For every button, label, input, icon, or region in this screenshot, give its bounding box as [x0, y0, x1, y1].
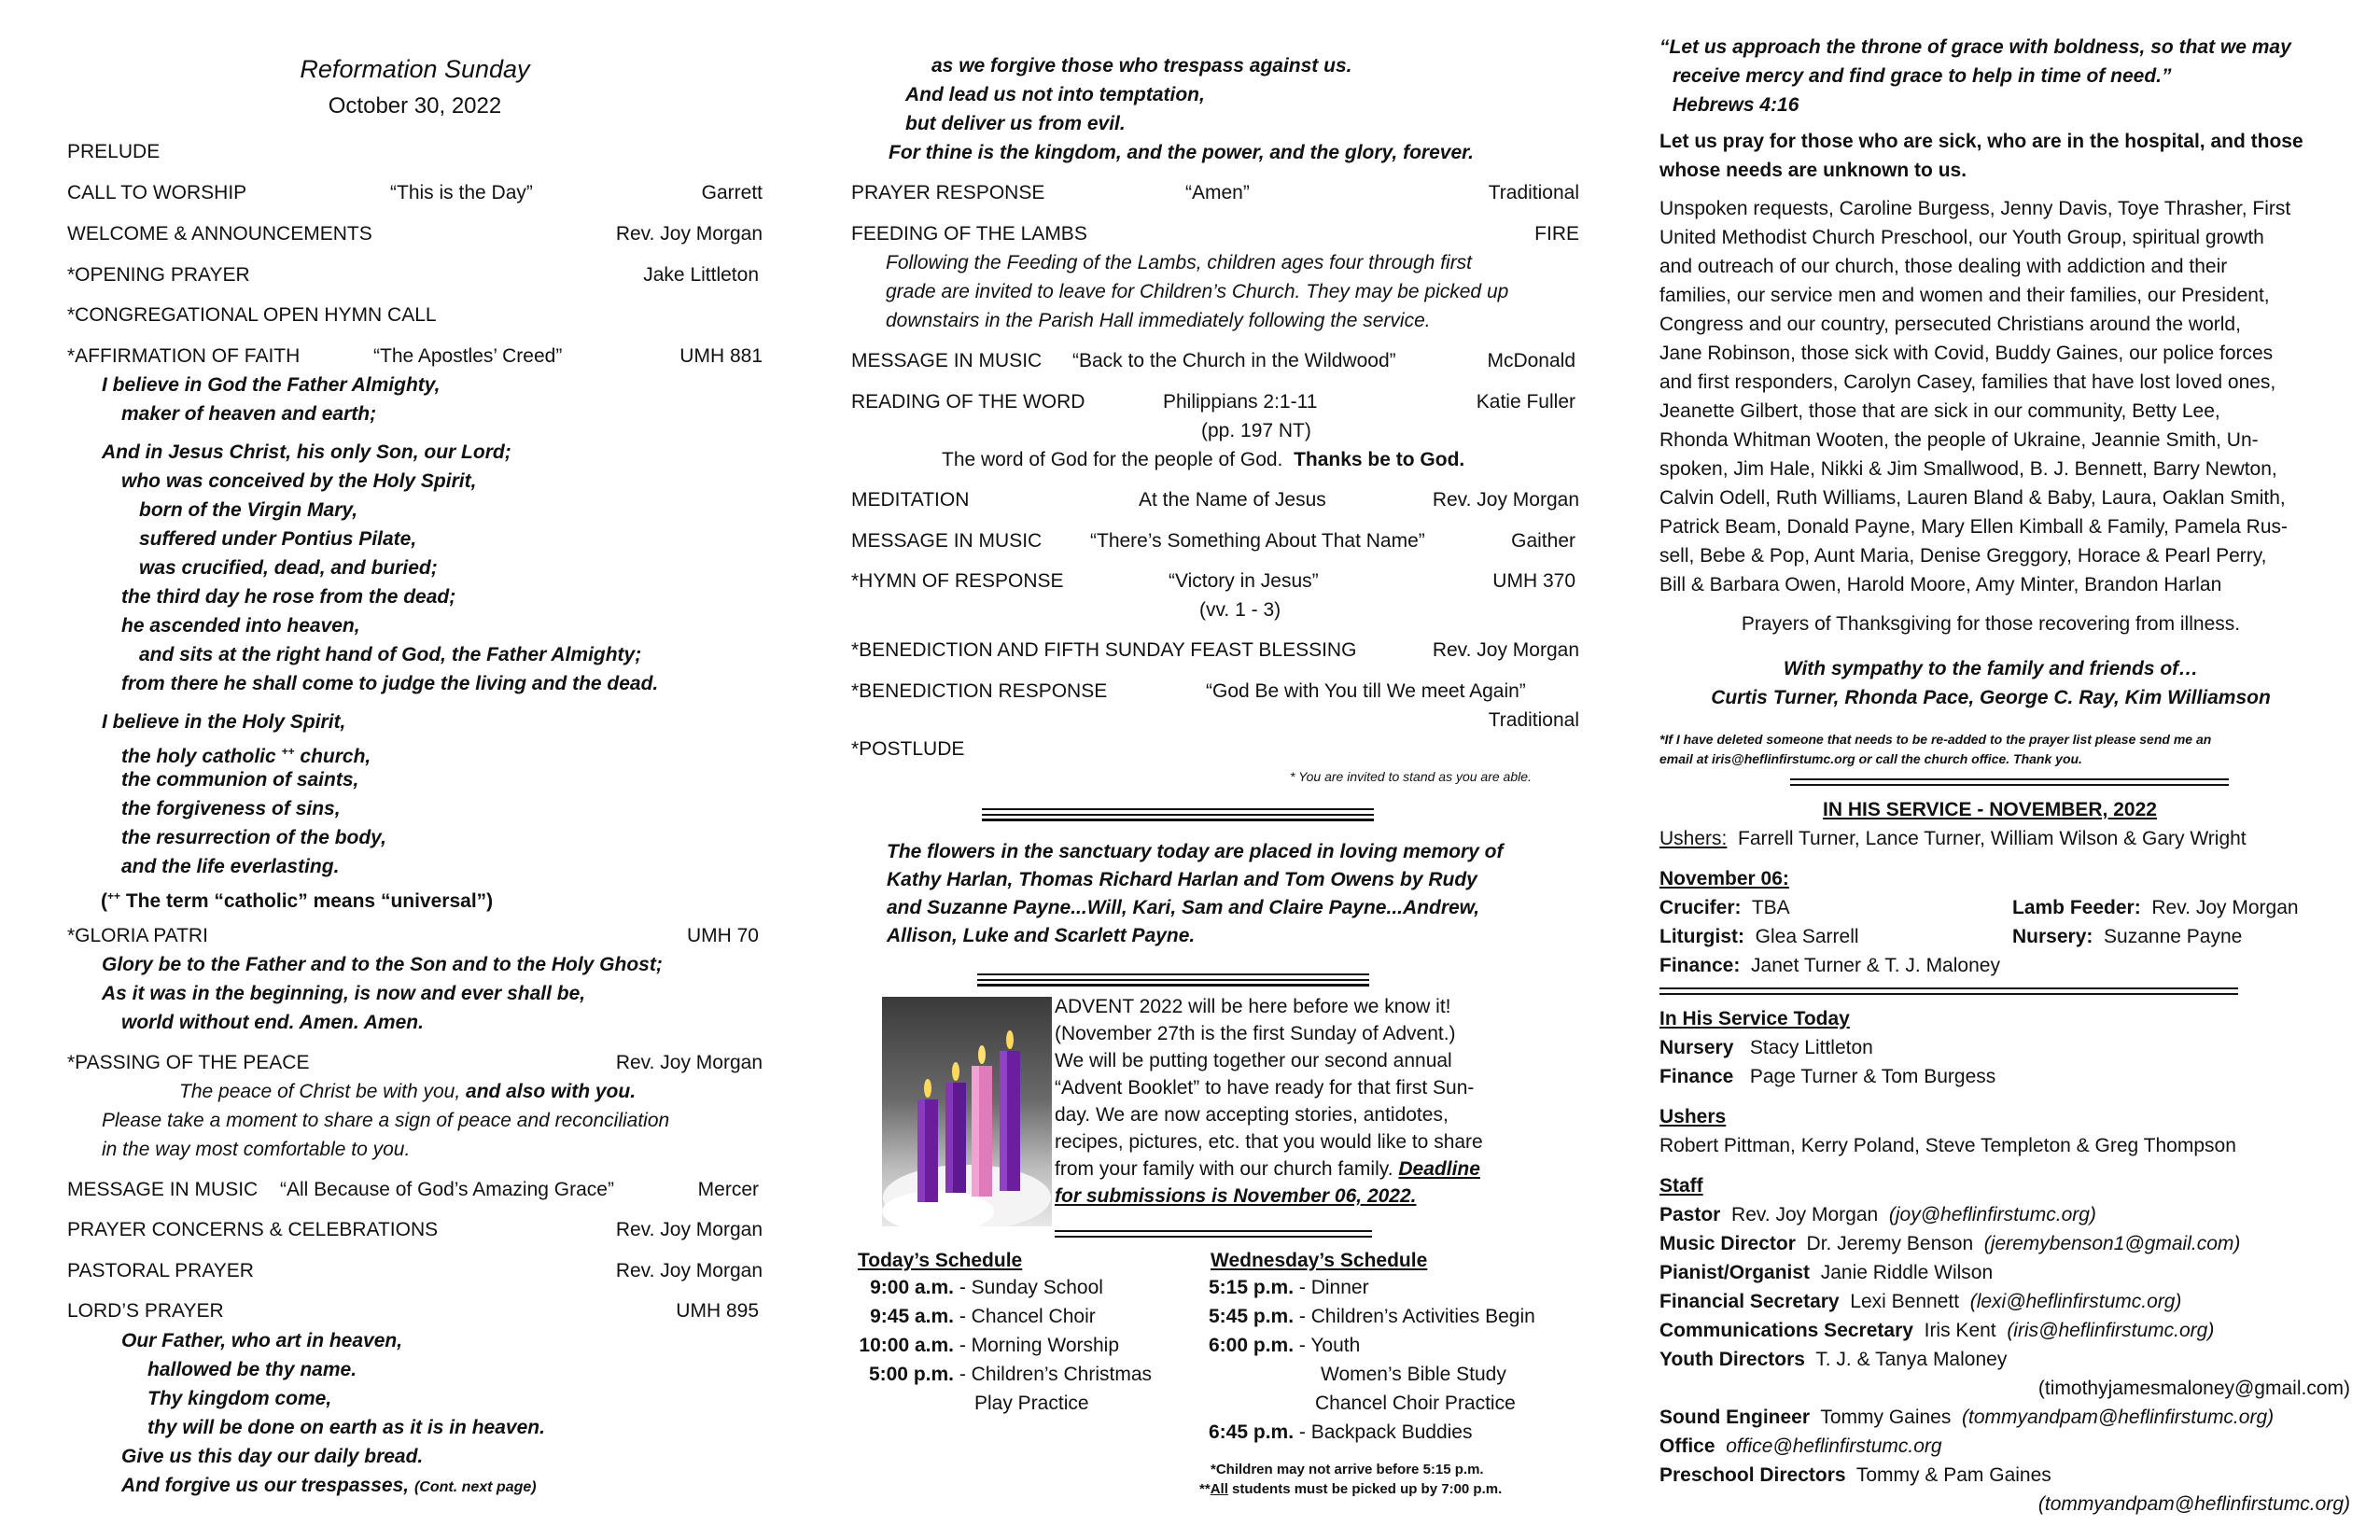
lords-prayer: LORD’S PRAYER UMH 895 — [67, 1300, 759, 1322]
sympathy-names: Curtis Turner, Rhonda Pace, George C. Ray, Kim Williamson — [1711, 687, 2271, 708]
welcome-announcements: WELCOME & ANNOUNCEMENTS Rev. Joy Morgan — [67, 223, 763, 245]
service-title: IN HIS SERVICE - NOVEMBER, 2022 — [1823, 799, 2157, 820]
ushers-november: Ushers: Farrell Turner, Lance Turner, William Wilson & Gary Wright — [1659, 828, 2247, 849]
message-in-music: MESSAGE IN MUSIC “Back to the Church in the Wildwood” McDonald — [851, 350, 1575, 371]
sympathy: With sympathy to the family and friends of… — [1783, 658, 2199, 679]
prayer-concerns: PRAYER CONCERNS & CELEBRATIONS Rev. Joy Morgan — [67, 1219, 763, 1240]
in-his-service-today: In His Service Today — [1659, 1008, 1850, 1029]
creed-footnote: (++ The term “catholic” means “universal”) — [101, 889, 494, 912]
pastoral-prayer: PASTORAL PRAYER Rev. Joy Morgan — [67, 1260, 763, 1281]
divider — [977, 973, 1369, 981]
prayer-and-service-column: “Let us approach the throne of grace with boldness, so that we may receive mercy and find grace to help in time of need.” Hebrews 4:16 Let us pray for those who are sick, who are in the hospital, and those whose needs are unknown to us. Unspoken requests, Caroline Burgess, Jenny Davis, Toye Thrasher, First United Methodist Church Preschool, our Youth Group, spiritual growth and outreach of our church, those dealing with addiction and their families, our service men and women and their families, our President, Congress and our country, persecuted Christians around the world, Jane Robinson, those sick with Covid, Buddy Gaines, our police forces and first responders, Carolyn Casey, families that have lost loved ones, Jeanette Gilbert, those that are sick in our community, Betty Lee, Rhonda Whitman Wooten, the people of Ukraine, Jeannie Smith, Un- spoken, Jim Hale, Nikki & Jim Smallwood, B. J. Bennett, Barry Newton, Calvin Odell, Ruth Williams, Lauren Bland & Baby, Laura, Oaklan Smith, Patrick Beam, Donald Payne, Mary Ellen Kimball & Family, Pamela Rus- sell, Bebe & Pop, Aunt Maria, Denise Greggory, Horace & Pearl Perry, Bill & Barbara Owen, Harold Moore, Amy Minter, Brandon Harlan Prayers of Thanksgiving for those recovering from illness. With sympathy to the family and friends of… Curtis Turner, Rhonda Pace, George C. Ray, Kim Williamson *If I have deleted someone that needs to be re-added to the prayer list please send me an email at iris@heflinfirstumc.org or call the church office. Thank you. IN HIS SERVICE - NOVEMBER, 2022 Ushers: Farrell Turner, Lance Turner, William Wilson & Gary Wright November 06: Crucifer: TBA Lamb Feeder: Rev. Joy Morgan Liturgist: Glea Sarrell Nursery: Suzanne Payne Finance: Janet Turner & T. J. Maloney In His Service Today Nursery Stacy Littleton Finance Page Turner & Tom Burgess Ushers Robert Pittman, Kerry Poland, Steve Templeton & Greg Thompson Staff Pastor Rev. Joy Morgan (joy@heflinfirstumc.org) Music Director Dr. Jeremy Benson (jeremybenson1@gmail.com) Pianist/Organist Janie Riddle Wilson Financial Secretary Lexi Bennett (lexi@heflinfirstumc.org) Communications Secretary Iris Kent (iris@heflinfirstumc.org) Youth Directors T. J. & Tanya Maloney (timothyjamesmaloney@gmail.com) Sound Engineer Tommy Gaines (tommyandpam@heflinfirstumc.org) Office office@heflinfirstumc.org Preschool Directors Tommy & Pam Gaines (tommyandpam@heflinfirstumc.org) — [1659, 0, 2369, 1540]
gloria-patri: *GLORIA PATRI UMH 70 — [67, 925, 759, 946]
prayer-list-note: email at iris@heflinfirstumc.org or call the church office. Thank you. — [1659, 751, 2082, 766]
november-06: November 06: — [1659, 868, 1789, 889]
meditation: MEDITATION At the Name of Jesus Rev. Joy Morgan — [851, 489, 1579, 511]
reading-of-word: READING OF THE WORD Philippians 2:1-11 Katie Fuller — [851, 391, 1575, 413]
gloria-line: world without end. Amen. Amen. — [121, 1012, 424, 1033]
prayer-heading: Let us pray for those who are sick, who are in the hospital, and those — [1659, 131, 2303, 152]
call-to-worship: CALL TO WORSHIP “This is the Day” Garrett — [67, 182, 763, 203]
affirmation-of-faith: *AFFIRMATION OF FAITH “The Apostles’ Creed” UMH 881 — [67, 345, 763, 367]
prelude: PRELUDE — [67, 141, 161, 162]
page-title: Reformation Sunday — [300, 55, 530, 83]
divider — [982, 819, 1374, 821]
opening-prayer: *OPENING PRAYER Jake Littleton — [67, 264, 759, 286]
thanksgiving: Prayers of Thanksgiving for those recovering from illness. — [1741, 613, 2241, 635]
advent-candles-image — [882, 997, 1052, 1226]
benediction-response: *BENEDICTION RESPONSE “God Be with You till We meet Again” — [851, 680, 1526, 702]
postlude: *POSTLUDE — [851, 738, 965, 760]
divider — [1790, 778, 2229, 786]
passing-of-peace: *PASSING OF THE PEACE Rev. Joy Morgan — [67, 1052, 763, 1073]
prayer-response: PRAYER RESPONSE “Amen” Traditional — [851, 182, 1579, 203]
divider — [982, 808, 1374, 816]
ushers-today-title: Ushers — [1659, 1106, 1727, 1127]
benediction: *BENEDICTION AND FIFTH SUNDAY FEAST BLESSING Rev. Joy Morgan — [851, 639, 1579, 661]
service-date: October 30, 2022 — [328, 93, 502, 119]
message-in-music: MESSAGE IN MUSIC “All Because of God’s Amazing Grace” Mercer — [67, 1179, 759, 1200]
prayer-heading: whose needs are unknown to us. — [1659, 160, 1967, 181]
gloria-line: As it was in the beginning, is now and ever shall be, — [102, 983, 586, 1004]
ushers-today: Robert Pittman, Kerry Poland, Steve Templeton & Greg Thompson — [1659, 1135, 2236, 1156]
worship-continued-column: as we forgive those who trespass against us. And lead us not into temptation, but deliver us from evil. For thine is the kingdom, and the power, and the glory, forever. PRAYER RESPONSE “Amen” Traditional FEEDING OF THE LAMBS FIRE Following the Feeding of the Lambs, children ages four through first grade are invited to leave for Children’s Church. They may be picked up downstairs in the Parish Hall immediately following the service. MESSAGE IN MUSIC “Back to the Church in the Wildwood” McDonald READING OF THE WORD Philippians 2:1-11 Katie Fuller (pp. 197 NT) The word of God for the people of God. Thanks be to God. MEDITATION At the Name of Jesus Rev. Joy Morgan MESSAGE IN MUSIC “There’s Something About That Name” Gaither *HYMN OF RESPONSE “Victory in Jesus” UMH 370 (vv. 1 - 3) *BENEDICTION AND FIFTH SUNDAY FEAST BLESSING Rev. Joy Morgan *BENEDICTION RESPONSE “God Be with You till We meet Again” Traditional *POSTLUDE * You are invited to stand as you are able. The flowers in the sanctuary today are placed in loving memory of Kathy Harlan, Thomas Richard Harlan and Tom Owens by Rudy and Suzanne Payne...Will, Kari, Sam and Claire Payne...Andrew, Allison, Luke and Scarlett Payne. ADVENT 2022 will be here before we know it! (November 27th is the first Sunday of Advent.) We will be putting together our second annual “Advent Booklet” to have ready for that first Sun- day. We are now accepting stories, antidotes, recipes, pictures, etc. that you would like to share from your family with our church family. Deadline for submissions is November 06, 2022. Today’s Schedule 9:00 a.m. - Sunday School 9:45 a.m. - Chancel Choir 10:00 a.m. - Morning Worship 5:00 p.m. - Children’s Christmas Play Practice Wednesday’s Schedule 5:15 p.m. - Dinner 5:45 p.m. - Children’s Activities Begin 6:00 p.m. - Youth Women’s Bible Study Chancel Choir Practice 6:45 p.m. - Backpack Buddies *Children may not arrive before 5:15 p.m. **All students must be picked up by 7:00 p.m. — [851, 55, 1579, 1497]
divider — [1659, 987, 2238, 995]
word-response: The word of God for the people of God. Thanks be to God. — [942, 449, 1465, 470]
order-of-worship-column: Reformation Sunday October 30, 2022 PRELUDE CALL TO WORSHIP “This is the Day” Garrett WELCOME & ANNOUNCEMENTS Rev. Joy Morgan *OPENING PRAYER Jake Littleton *CONGREGATIONAL OPEN HYMN CALL *AFFIRMATION OF FAITH “The Apostles’ Creed” UMH 881 I believe in God the Father Almighty, maker of heaven and earth; And in Jesus Christ, his only Son, our Lord; who was conceived by the Holy Spirit, born of the Virgin Mary, suffered under Pontius Pilate, was crucified, dead, and buried; the third day he rose from the dead; he ascended into heaven, and sits at the right hand of God, the Father Almighty; from there he shall come to judge the living and the dead. I believe in the Holy Spirit, the holy catholic ++ church, the communion of saints, the forgiveness of sins, the resurrection of the body, and the life everlasting. (++ The term “catholic” means “universal”) *GLORIA PATRI UMH 70 Glory be to the Father and to the Son and to the Holy Ghost; As it was in the beginning, is now and ever shall be, world without end. Amen. Amen. *PASSING OF THE PEACE Rev. Joy Morgan The peace of Christ be with you, and also with you. Please take a moment to share a sign of peace and reconciliation in the way most comfortable to you. MESSAGE IN MUSIC “All Because of God’s Amazing Grace” Mercer PRAYER CONCERNS & CELEBRATIONS Rev. Joy Morgan PASTORAL PRAYER Rev. Joy Morgan LORD’S PRAYER UMH 895 Our Father, who art in heaven, hallowed be thy name. Thy kingdom come, thy will be done on earth as it is in heaven. Give us this day our daily bread. And forgive us our trespasses, (Cont. next page) — [67, 55, 763, 1496]
prayer-list-note: *If I have deleted someone that needs to be re-added to the prayer list please send me an — [1659, 732, 2212, 747]
hymn-of-response: *HYMN OF RESPONSE “Victory in Jesus” UMH 370 — [851, 570, 1575, 592]
message-in-music: MESSAGE IN MUSIC “There’s Something About That Name” Gaither — [851, 530, 1575, 552]
feeding-of-lambs: FEEDING OF THE LAMBS FIRE — [851, 223, 1579, 245]
stand-note: * You are invited to stand as you are able. — [1290, 769, 1532, 784]
peace-text: The peace of Christ be with you, and also with you. — [179, 1081, 637, 1102]
hymn-call: *CONGREGATIONAL OPEN HYMN CALL — [67, 304, 437, 326]
divider — [1055, 1230, 1372, 1238]
gloria-line: Glory be to the Father and to the Son and to the Holy Ghost; — [102, 954, 663, 975]
staff-title: Staff — [1659, 1175, 1703, 1197]
divider — [977, 984, 1369, 987]
